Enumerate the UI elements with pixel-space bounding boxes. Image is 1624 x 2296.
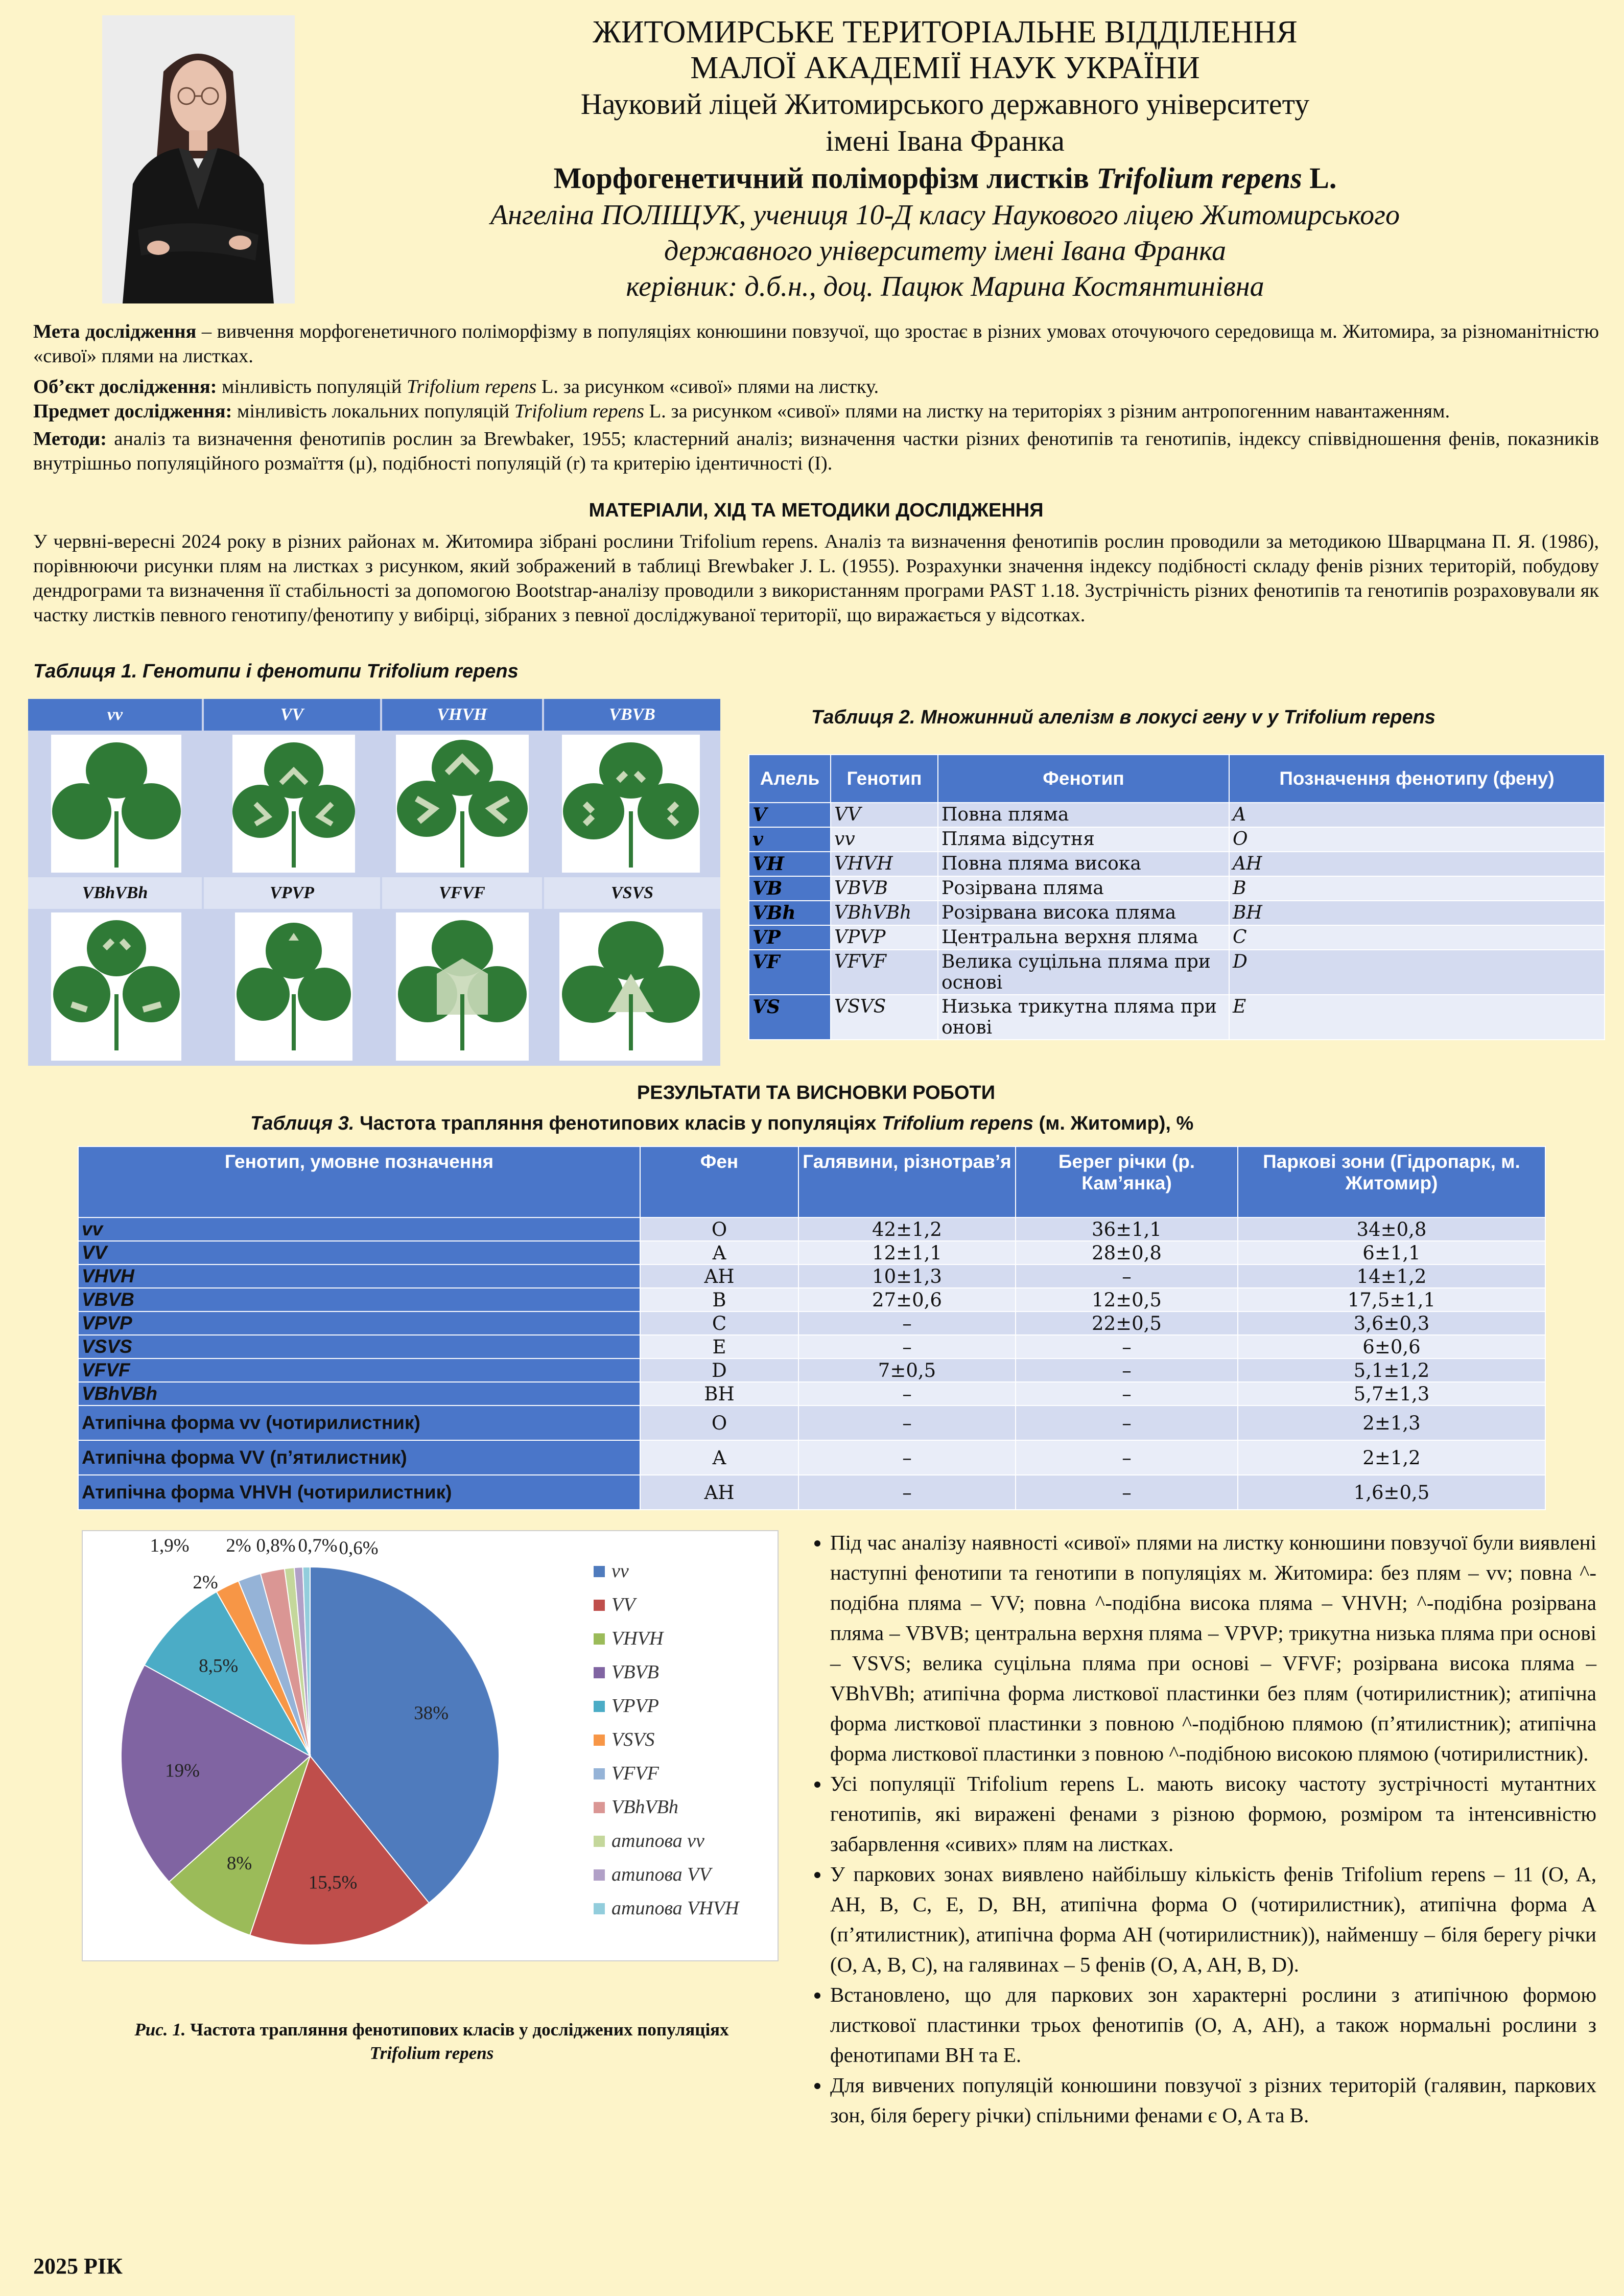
materials-text: У червні-вересні 2024 року в різних районах м. Житомира зібрані рослини Trifolium repens. Аналіз та визначення фенотипів рослин проводили за методикою Шварцмана П. Я. (1986), порівнюючи рисунки плям на листках з рисунком, який зображений в таблиці Brewbaker J. L. (1955). Розрахунки значення індексу подібності складу фенів різних територій, побудову дендрограми та визначення її стабільності за допомогою Bootstrap-аналізу проводили з використанням програми PAST 1.18. Зустрічність різних фенотипів та генотипів розраховували як частку листків певного генотипу/фенотипу у вибірці, зібраних з певної досліджуваної території, що виражається у відсотках. [33, 531, 1599, 626]
legend-label: VBVB [611, 1661, 659, 1683]
t2-phenotype: Розірвана висока пляма [938, 901, 1229, 925]
pie-label: 0,6% [339, 1538, 379, 1559]
t3-genotype: vv [78, 1217, 640, 1241]
t2-phenotype: Повна пляма висока [938, 852, 1229, 876]
t3-meadows: – [798, 1382, 1016, 1405]
clover-vv-image [51, 735, 181, 873]
t2-phenotype: Велика суцільна пляма при основі [938, 950, 1229, 995]
figure-caption-text: Частота трапляння фенотипових класів у досліджених популяціях [185, 2020, 729, 2040]
legend-swatch [594, 1836, 605, 1847]
t3-header-phene: Фен [640, 1146, 798, 1217]
school-line-2: імені Івана Франка [826, 124, 1065, 157]
t3-phene: A [640, 1241, 798, 1264]
figure-caption [87, 2018, 776, 2065]
t3-header-riverbank: Берег річки (р. Кам’янка) [1016, 1146, 1238, 1217]
t3-row [78, 1264, 1545, 1288]
institution-line-1: ЖИТОМИРСЬКЕ ТЕРИТОРІАЛЬНЕ ВІДДІЛЕННЯ [593, 15, 1298, 50]
allelism-table [748, 754, 1605, 1040]
t2-header-genotype: Генотип [831, 755, 938, 803]
t3-phene: A [640, 1440, 798, 1475]
subject-paragraph [33, 399, 1599, 424]
methods-label: Методи: [33, 428, 107, 450]
t3-genotype: VHVH [78, 1264, 640, 1288]
t3-genotype: Атипічна форма VHVH (чотирилистник) [78, 1475, 640, 1510]
conclusion-item: • У паркових зонах виявлено найбільшу кількість фенів Trifolium repens – 11 (O, A, AH, B, C, E, D, BH, атипічна форма O (чотирилистник), атипічна форма A (п’ятилистник), атипічна форма AH (чотирилистник)), найменшу – біля берегу річки (O, A, B, C), на галявинах – 5 фенів (O, A, AH, B, D). [830, 1859, 1596, 1980]
table3-caption-label: Таблиця 3. [250, 1113, 360, 1134]
t2-genotype: VBVB [831, 876, 938, 901]
t3-parks: 6±1,1 [1238, 1241, 1545, 1264]
advisor-line: керівник: д.б.н., доц. Пацюк Марина Костянтинівна [626, 271, 1264, 302]
conclusions-list [805, 1528, 1596, 2130]
t2-phenotype: Розірвана пляма [938, 876, 1229, 901]
table3-caption-text: Частота трапляння фенотипових класів у популяціях [359, 1113, 882, 1134]
t3-meadows: – [798, 1311, 1016, 1335]
legend-label: атипова vv [611, 1830, 704, 1852]
t2-row [749, 803, 1605, 827]
t3-genotype: Атипічна форма vv (чотирилистник) [78, 1405, 640, 1440]
poster-title [327, 159, 1563, 197]
table1-caption-text: Таблиця 1. Генотипи і фенотипи [33, 661, 367, 682]
t2-row [749, 901, 1605, 925]
t2-row [749, 950, 1605, 995]
t1-header-vv: vv [28, 699, 202, 731]
table2-caption-text: Таблиця 2. Множинний алелізм в локусі гену [811, 707, 1252, 728]
t3-riverbank: – [1016, 1264, 1238, 1288]
t2-phene: A [1229, 803, 1605, 827]
poster-year: 2025 РІК [33, 2254, 123, 2279]
legend-label: VFVF [611, 1763, 659, 1784]
t3-row [78, 1335, 1545, 1358]
t2-genotype: vv [831, 827, 938, 852]
intro-section [33, 319, 1599, 476]
t2-phenotype: Повна пляма [938, 803, 1229, 827]
t2-phene: C [1229, 925, 1605, 950]
pie-chart-svg [83, 1531, 778, 1960]
subject-text: мінливість локальних популяцій [232, 401, 514, 422]
legend-swatch [594, 1566, 605, 1577]
pie-label: 2% [226, 1535, 251, 1556]
pie-label: 19% [165, 1760, 200, 1782]
genotype-phenotype-table [28, 699, 720, 1066]
clover-VPVP-image [235, 912, 352, 1061]
t2-allele: VH [749, 852, 831, 876]
subject-species: Trifolium repens [514, 401, 644, 422]
t2-genotype: VV [831, 803, 938, 827]
table2-caption-species: Trifolium repens [1283, 707, 1435, 728]
legend-label: VBhVBh [611, 1796, 678, 1818]
t1-label-VBhVBh: VBhVBh [28, 877, 202, 909]
t2-row [749, 995, 1605, 1040]
t3-row [78, 1440, 1545, 1475]
t3-row [78, 1358, 1545, 1382]
legend-label: VSVS [611, 1729, 655, 1750]
table1-caption-species: Trifolium repens [366, 661, 519, 682]
t3-header-meadows: Галявини, різнотрав’я [798, 1146, 1016, 1217]
t3-parks: 14±1,2 [1238, 1264, 1545, 1288]
phenotype-pie-chart [82, 1530, 779, 1961]
object-text-end: L. за рисунком «сивої» плями на листку. [536, 376, 879, 397]
t2-phenotype: Низька трикутна пляма при онові [938, 995, 1229, 1040]
legend-swatch [594, 1633, 605, 1645]
t3-parks: 2±1,3 [1238, 1405, 1545, 1440]
t3-meadows: – [798, 1475, 1016, 1510]
methods-text: аналіз та визначення фенотипів рослин за Brewbaker, 1955; кластерний аналіз; визначення частки різних фенотипів та генотипів, індексу співвідношення фенів, показників внутрішньо популяційного розмаїття (μ), подібності популяцій (r) та критерію ідентичності (I). [33, 428, 1599, 474]
object-species: Trifolium repens [407, 376, 537, 397]
table3-caption-species: Trifolium repens [882, 1113, 1034, 1134]
t1-label-VFVF: VFVF [382, 877, 542, 909]
table3-caption [250, 1113, 1193, 1135]
legend-label: атипова VV [611, 1864, 711, 1885]
t2-genotype: VSVS [831, 995, 938, 1040]
t2-allele: VB [749, 876, 831, 901]
conclusion-item: • Для вивчених популяцій конюшини повзучої з різних територій (галявин, паркових зон, біля берегу річки) спільними фенами є O, A та B. [830, 2070, 1596, 2130]
table1-caption [33, 661, 519, 683]
clover-VHVH-image [396, 735, 529, 873]
t3-riverbank: – [1016, 1405, 1238, 1440]
t2-phene: E [1229, 995, 1605, 1040]
t2-genotype: VHVH [831, 852, 938, 876]
t3-riverbank: 22±0,5 [1016, 1311, 1238, 1335]
t3-phene: BH [640, 1382, 798, 1405]
pie-label: 1,9% [150, 1535, 190, 1556]
t3-phene: AH [640, 1475, 798, 1510]
t3-parks: 17,5±1,1 [1238, 1288, 1545, 1311]
t2-allele: V [749, 803, 831, 827]
t3-meadows: 10±1,3 [798, 1264, 1016, 1288]
t3-riverbank: 36±1,1 [1016, 1217, 1238, 1241]
pie-label: 8% [226, 1853, 252, 1875]
legend-swatch [594, 1802, 605, 1813]
t3-riverbank: – [1016, 1358, 1238, 1382]
t3-parks: 5,7±1,3 [1238, 1382, 1545, 1405]
t3-meadows: 12±1,1 [798, 1241, 1016, 1264]
t1-header-VBVB: VBVB [544, 699, 720, 731]
t3-parks: 2±1,2 [1238, 1440, 1545, 1475]
legend-swatch [594, 1768, 605, 1779]
legend-swatch [594, 1701, 605, 1712]
t1-label-VPVP: VPVP [204, 877, 380, 909]
t3-phene: C [640, 1311, 798, 1335]
t3-row [78, 1217, 1545, 1241]
t3-parks: 5,1±1,2 [1238, 1358, 1545, 1382]
pie-label: 38% [414, 1703, 449, 1724]
t3-parks: 34±0,8 [1238, 1217, 1545, 1241]
t3-meadows: – [798, 1440, 1016, 1475]
t3-parks: 6±0,6 [1238, 1335, 1545, 1358]
t3-phene: B [640, 1288, 798, 1311]
t3-riverbank: 12±0,5 [1016, 1288, 1238, 1311]
t1-label-VSVS: VSVS [544, 877, 720, 909]
legend-swatch [594, 1869, 605, 1881]
materials-title: МАТЕРІАЛИ, ХІД ТА МЕТОДИКИ ДОСЛІДЖЕННЯ [589, 500, 1044, 521]
pie-label: 2% [193, 1572, 218, 1593]
t2-allele: VBh [749, 901, 831, 925]
t3-row [78, 1311, 1545, 1335]
t3-row [78, 1382, 1545, 1405]
pie-label: 0,7% [298, 1535, 338, 1556]
t1-header-VHVH: VHVH [382, 699, 542, 731]
t2-genotype: VPVP [831, 925, 938, 950]
legend-swatch [594, 1903, 605, 1914]
pie-label: 8,5% [199, 1655, 239, 1677]
t3-genotype: Атипічна форма VV (п’ятилистник) [78, 1440, 640, 1475]
t3-genotype: VBhVBh [78, 1382, 640, 1405]
aim-paragraph [33, 319, 1599, 368]
t3-phene: O [640, 1405, 798, 1440]
conclusion-item: • Встановлено, що для паркових зон характерні рослини з атипічною формою листкової пластинки трьох фенотипів (O, A, AH), а також нормальні рослини з фенотипами BH та E. [830, 1980, 1596, 2070]
t3-genotype: VPVP [78, 1311, 640, 1335]
t3-genotype: VV [78, 1241, 640, 1264]
clover-VV-image [232, 735, 355, 873]
t3-riverbank: 28±0,8 [1016, 1241, 1238, 1264]
t2-phene: BH [1229, 901, 1605, 925]
t3-header-parks: Паркові зони (Гідропарк, м. Житомир) [1238, 1146, 1545, 1217]
t3-riverbank: – [1016, 1335, 1238, 1358]
t3-genotype: VBVB [78, 1288, 640, 1311]
t2-allele: VS [749, 995, 831, 1040]
legend-label: VHVH [611, 1628, 664, 1649]
object-label: Об’єкт дослідження: [33, 376, 217, 397]
t2-header-allele: Алель [749, 755, 831, 803]
legend-swatch [594, 1667, 605, 1678]
legend-label: атипова VHVH [611, 1897, 739, 1919]
t2-genotype: VBhVBh [831, 901, 938, 925]
author-photo [102, 15, 295, 303]
clover-VFVF-image [396, 912, 529, 1061]
t1-header-VV: VV [204, 699, 380, 731]
legend-label: VV [611, 1594, 636, 1615]
t2-genotype: VFVF [831, 950, 938, 995]
t2-row [749, 876, 1605, 901]
t2-row [749, 852, 1605, 876]
t3-row [78, 1405, 1545, 1440]
figure-caption-label: Рис. 1. [134, 2020, 186, 2040]
t2-row [749, 925, 1605, 950]
t3-genotype: VFVF [78, 1358, 640, 1382]
title-species: Trifolium repens [1096, 161, 1302, 195]
t3-meadows: – [798, 1335, 1016, 1358]
t3-parks: 3,6±0,3 [1238, 1311, 1545, 1335]
t3-meadows: 7±0,5 [798, 1358, 1016, 1382]
t3-phene: AH [640, 1264, 798, 1288]
t3-riverbank: – [1016, 1440, 1238, 1475]
t2-allele: VF [749, 950, 831, 995]
title-text: Морфогенетичний поліморфізм листків [553, 161, 1097, 195]
table2-caption-gene: v [1251, 707, 1262, 728]
t3-parks: 1,6±0,5 [1238, 1475, 1545, 1510]
object-paragraph [33, 374, 1599, 399]
subject-text-end: L. за рисунком «сивої» плями на листку на територіях з різним антропогенним навантаженням. [644, 401, 1450, 422]
conclusion-item: • Під час аналізу наявності «сивої» плями на листку конюшини повзучої були виявлені наступні фенотипи та генотипи в популяціях м. Житомира: без плям – vv; повна ^-подібна пляма – VV; повна ^-подібна висока пляма – VHVH; ^-подібна розірвана пляма – VBVB; центральна верхня пляма – VPVP; трикутна низька пляма при основі – VSVS; велика суцільна пляма при основі – VFVF; розірвана висока пляма – VBhVBh; атипічна форма листкової пластинки без плям (чотирилистник); атипічна форма листкової пластинки з повною ^-подібною плямою (п’ятилистник); атипічна форма листкової пластинки з повною ^-подібною високою плямою (чотирилистник). [830, 1528, 1596, 1769]
aim-text: – вивчення морфогенетичного поліморфізму в популяціях конюшини повзучої, що зростає в різних умовах оточуючого середовища м. Житомира, за різноманітністю «сивої» плями на листках. [33, 321, 1599, 367]
legend-label: vv [611, 1560, 629, 1582]
t2-row [749, 827, 1605, 852]
legend-swatch [594, 1735, 605, 1746]
t2-header-phenotype: Фенотип [938, 755, 1229, 803]
t3-meadows: 27±0,6 [798, 1288, 1016, 1311]
t3-meadows: – [798, 1405, 1016, 1440]
phenotype-frequency-table [78, 1146, 1546, 1510]
t3-phene: E [640, 1335, 798, 1358]
author-line-1: Ангеліна ПОЛІЩУК, учениця 10-Д класу Наукового ліцею Житомирського [490, 199, 1400, 231]
table3-caption-suffix: (м. Житомир), % [1033, 1113, 1194, 1134]
t3-genotype: VSVS [78, 1335, 640, 1358]
t2-allele: VP [749, 925, 831, 950]
author-line-2: державного університету імені Івана Франка [664, 235, 1226, 267]
object-text: мінливість популяцій [217, 376, 407, 397]
results-title: РЕЗУЛЬТАТИ ТА ВИСНОВКИ РОБОТИ [637, 1082, 996, 1104]
t2-phene: AH [1229, 852, 1605, 876]
t3-row [78, 1241, 1545, 1264]
institution-line-2: МАЛОЇ АКАДЕМІЇ НАУК УКРАЇНИ [690, 51, 1200, 85]
figure-caption-species: Trifolium repens [369, 2043, 494, 2063]
t3-riverbank: – [1016, 1475, 1238, 1510]
t2-header-phene: Позначення фенотипу (фену) [1229, 755, 1605, 803]
t2-phenotype: Пляма відсутня [938, 827, 1229, 852]
t2-phene: B [1229, 876, 1605, 901]
t2-phenotype: Центральна верхня пляма [938, 925, 1229, 950]
t3-row [78, 1288, 1545, 1311]
t3-phene: O [640, 1217, 798, 1241]
pie-label: 15,5% [308, 1872, 358, 1893]
clover-VSVS-image [559, 912, 702, 1061]
conclusion-item: • Усі популяції Trifolium repens L. мають високу частоту зустрічності мутантних генотипів, які виражені фенами з різною формою, розміром та інтенсивністю забарвлення «сивих» плям на листках. [830, 1769, 1596, 1859]
pie-label: 0,8% [256, 1535, 296, 1556]
t2-allele: v [749, 827, 831, 852]
clover-VBhVBh-image [51, 912, 181, 1061]
t3-row [78, 1475, 1545, 1510]
methods-paragraph [33, 427, 1599, 476]
subject-label: Предмет дослідження: [33, 401, 232, 422]
t2-phene: D [1229, 950, 1605, 995]
clover-VBVB-image [562, 735, 700, 873]
t2-phene: O [1229, 827, 1605, 852]
table2-caption-mid: у [1262, 707, 1284, 728]
table2-caption [811, 707, 1435, 729]
t3-riverbank: – [1016, 1382, 1238, 1405]
t3-meadows: 42±1,2 [798, 1217, 1016, 1241]
legend-swatch [594, 1600, 605, 1611]
t3-phene: D [640, 1358, 798, 1382]
aim-label: Мета дослідження [33, 321, 197, 342]
title-suffix: L. [1302, 161, 1337, 195]
school-line-1: Науковий ліцей Житомирського державного університету [580, 87, 1310, 121]
author-portrait-image [102, 15, 295, 303]
t3-header-genotype: Генотип, умовне позначення [78, 1146, 640, 1217]
legend-label: VPVP [611, 1695, 659, 1717]
poster-header [327, 14, 1563, 304]
